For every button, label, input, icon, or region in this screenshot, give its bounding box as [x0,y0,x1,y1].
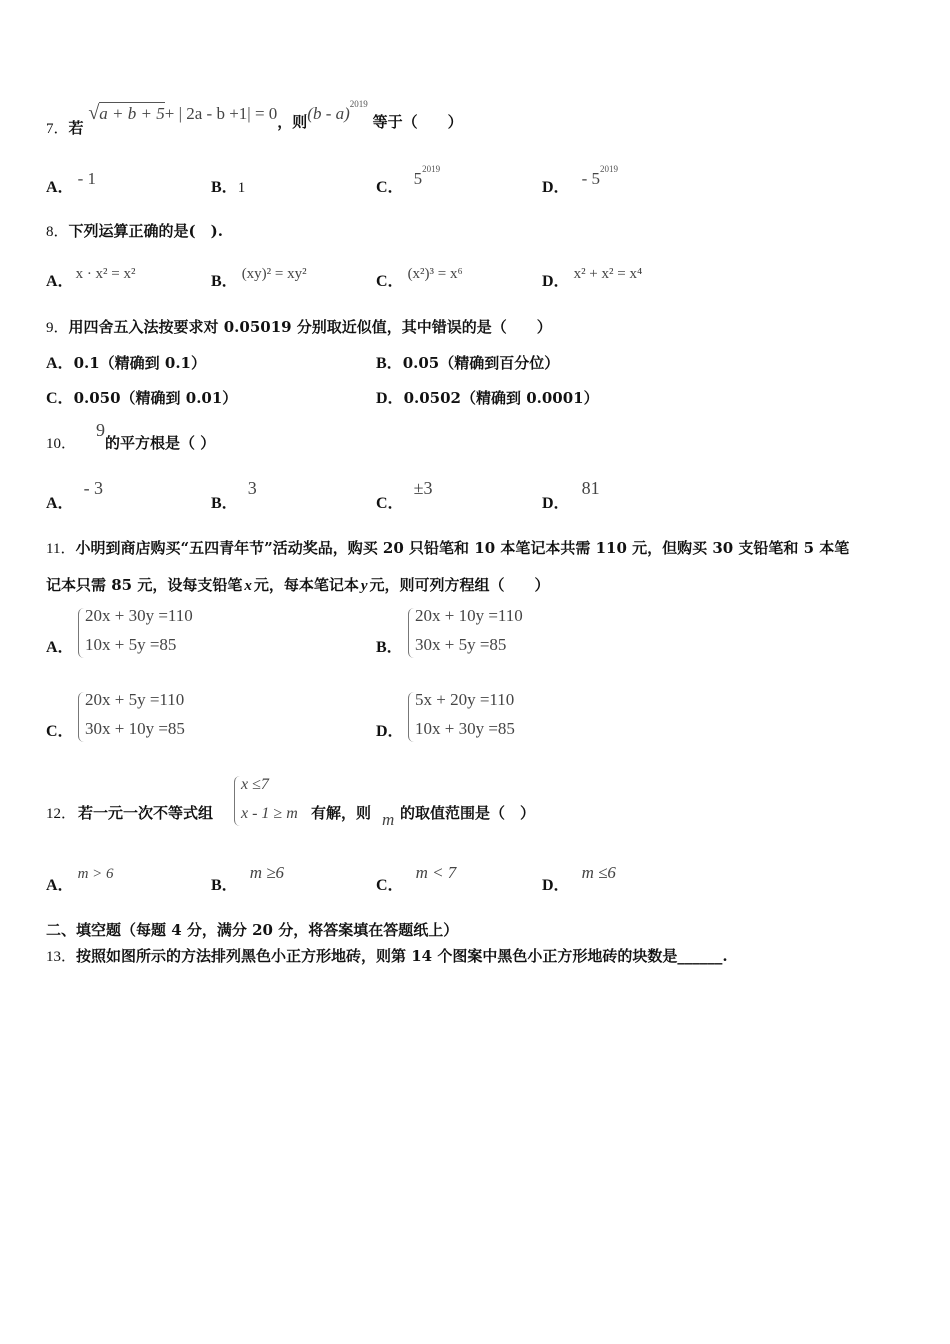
q11-line2a: 记本只需 85 元，设每支铅笔 [46,576,243,594]
section-heading: 二、填空题（每题 4 分，满分 20 分，将答案填在答题纸上） [46,921,459,939]
q10-number: 10． [46,436,77,452]
q12-mid: 有解，则 [311,804,372,822]
option-label: A． [46,495,74,512]
q11-option-d [376,690,676,750]
option-label: B． [211,495,238,512]
option-label: C． [46,390,74,407]
equation-1: 20x + 10y =110 [415,606,523,625]
q11-number: 11． [46,541,76,557]
option-value: (x²)³ = x⁶ [407,266,463,282]
brace [78,692,85,742]
q7-sqrt: √a + b + 5 [88,102,165,124]
q11-line1: 小明到商店购买“五四青年节”活动奖品，购买 20 只铅笔和 10 本笔记本共需 110 元，但购买 30 支铅笔和 5 本笔 [75,539,850,557]
q10-text: 的平方根是（ ） [105,434,216,452]
q7-option-a [46,166,96,196]
option-value: 0.1（精确到 0.1） [73,354,206,372]
option-value: (xy)² = xy² [241,266,307,282]
option-label: C． [376,273,404,290]
q10-option-b [211,476,257,512]
equation-2: 30x + 10y =85 [85,719,185,738]
q8-option-d [542,260,643,290]
option-label: C． [376,877,404,894]
q7-sqrt-expr: a + b + 5 [99,104,165,123]
q13-number: 13． [46,949,77,965]
option-label: B． [211,273,238,290]
brace [234,776,241,826]
option-label: A． [46,639,74,656]
option-label: C． [376,495,404,512]
q7-exp: 2019 [349,99,368,109]
q9-option-d [376,385,599,408]
q11-line2c: 元，则可列方程组（ ） [369,576,550,594]
q11-option-a [46,606,346,666]
option-value: m ≤6 [581,863,616,882]
equation-1: 20x + 30y =110 [85,606,193,625]
option-value: ±3 [413,478,433,498]
equation-2: 10x + 5y =85 [85,635,177,654]
option-value: - 1 [77,169,96,188]
q10-option-d [542,476,600,512]
q9-option-a [46,350,206,373]
q11-option-c [46,690,346,750]
q13-stem [46,945,728,966]
option-value: m > 6 [77,866,114,882]
option-value: - 3 [83,478,104,498]
q13-text: 按照如图所示的方法排列黑色小正方形地砖，则第 14 个图案中黑色小正方形地砖的块数是______. [76,947,728,965]
option-value: 1 [237,180,246,196]
option-label: B． [376,639,403,656]
option-value: 0.0502（精确到 0.0001） [403,389,599,407]
equation-2: 30x + 5y =85 [415,635,507,654]
q12-stem [46,774,746,834]
option-label: B． [211,179,238,196]
option-value: x² + x² = x⁴ [573,266,643,282]
q7-option-c [376,160,441,196]
option-value: m ≥6 [249,863,285,882]
q11-stem-line2 [46,574,550,595]
equation-1: 20x + 5y =110 [85,690,185,709]
q8-option-b [211,260,307,290]
option-value: 5 [413,169,423,188]
option-value: 0.050（精确到 0.01） [73,389,238,407]
option-label: A． [46,877,74,894]
q8-text: 下列运算正确的是( ). [68,222,223,240]
q7-abs-expr: + | 2a - b +1| = 0 [164,104,278,123]
equation-2: 10x + 30y =85 [415,719,515,738]
q8-option-a [46,260,136,290]
option-exp: 2019 [599,164,618,174]
q9-text: 用四舍五入法按要求对 0.05019 分别取近似值，其中错误的是（ ） [68,318,552,336]
q12-option-c [376,860,457,894]
option-value: 0.05（精确到百分位） [402,354,560,372]
option-label: B． [376,355,403,372]
option-label: D． [542,273,570,290]
option-label: D． [542,495,570,512]
q7-number: 7． [46,121,69,137]
option-exp: 2019 [422,164,441,174]
q12-number: 12． [46,806,77,822]
q7-mid: ，则 [277,113,308,131]
option-value: 3 [247,478,257,498]
brace [408,692,415,742]
brace [78,608,85,658]
option-value: - 5 [581,169,600,188]
q10-expr: 9 [96,420,106,440]
option-label: C． [376,179,404,196]
q11-var-y: y [360,578,368,594]
q10-option-a [46,476,104,512]
q7-post: 等于（ ） [372,113,463,131]
q7-option-b [211,166,246,196]
q9-stem [46,316,552,337]
q7-pre: 若 [68,119,84,137]
q7-base: (b - a) [307,104,350,123]
option-value: m < 7 [415,863,457,882]
q9-number: 9． [46,320,69,336]
option-label: A． [46,273,74,290]
inequality-2: x - 1 ≥ m [241,805,298,822]
q12-pre: 若一元一次不等式组 [78,804,214,822]
q12-var: m [382,810,395,829]
q9-option-c [46,385,237,408]
q7-option-d [542,160,618,196]
q11-line2b: 元，每本笔记本 [253,576,359,594]
equation-1: 5x + 20y =110 [415,690,515,709]
q12-option-d [542,860,616,894]
q12-post: 的取值范围是（ ） [400,804,536,822]
option-label: D． [376,390,404,407]
q8-number: 8． [46,224,69,240]
option-label: D． [542,877,570,894]
option-value: 81 [581,478,600,498]
q11-option-b [376,606,676,666]
q12-option-b [211,860,285,894]
q10-stem [46,416,216,452]
option-label: A． [46,355,74,372]
option-label: A． [46,179,74,196]
q10-option-c [376,476,433,512]
brace [408,608,415,658]
option-label: B． [211,877,238,894]
inequality-1: x ≤7 [241,776,269,793]
q9-option-b [376,350,559,373]
q11-var-x: x [244,578,252,594]
q8-option-c [376,260,463,290]
q12-option-a [46,860,114,894]
q11-stem-line1 [46,537,849,558]
option-label: D． [542,179,570,196]
q7-stem [46,99,463,138]
q8-stem [46,220,223,241]
option-label: D． [376,723,404,740]
option-value: x · x² = x² [75,266,136,282]
option-label: C． [46,723,74,740]
